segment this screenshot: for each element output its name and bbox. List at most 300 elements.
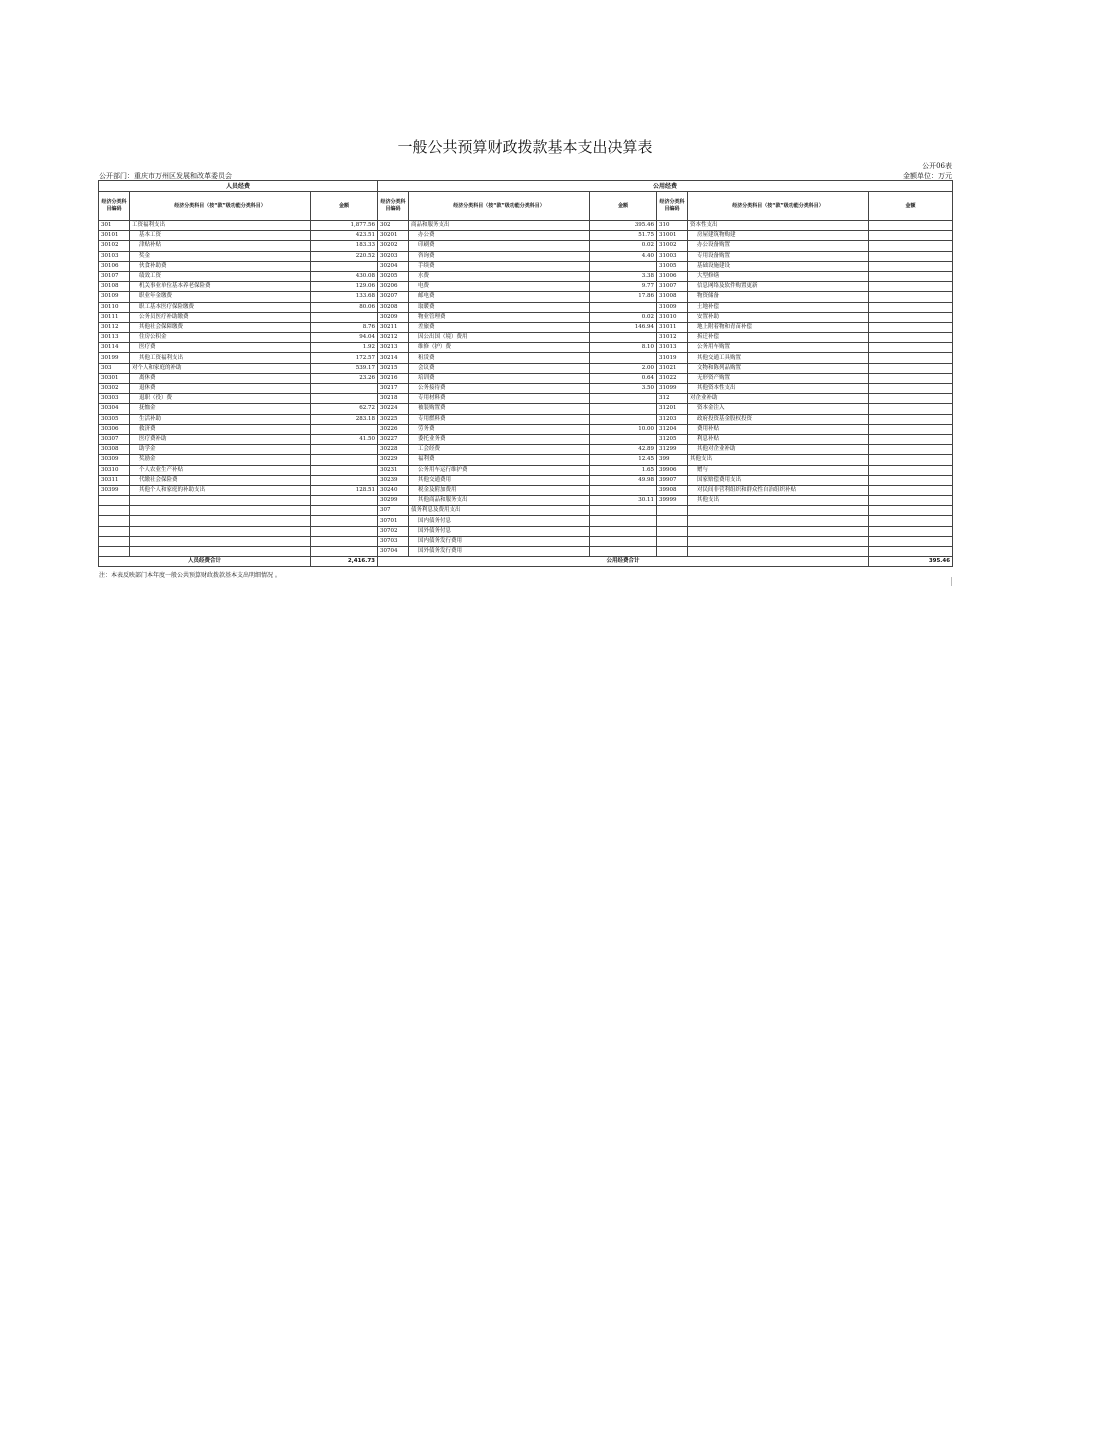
personnel-amount: 128.51 <box>311 485 378 495</box>
goods-code: 30211 <box>378 322 409 332</box>
capital-amount <box>869 363 953 373</box>
goods-code: 30231 <box>378 465 409 475</box>
capital-item: 地上附着物和青苗补偿 <box>688 322 869 332</box>
capital-item: 其他支出 <box>688 496 869 506</box>
capital-code: 31002 <box>657 241 688 251</box>
capital-amount <box>869 455 953 465</box>
capital-code: 31022 <box>657 373 688 383</box>
capital-amount <box>869 312 953 322</box>
personnel-code: 30309 <box>99 455 130 465</box>
goods-code: 30208 <box>378 302 409 312</box>
capital-item: 利息补贴 <box>688 434 869 444</box>
capital-amount <box>869 231 953 241</box>
capital-code: 31007 <box>657 282 688 292</box>
public-total-amount: 395.46 <box>869 557 953 567</box>
goods-amount <box>590 394 657 404</box>
capital-item: 政府投资基金股权投资 <box>688 414 869 424</box>
capital-code: 31204 <box>657 424 688 434</box>
goods-code: 30217 <box>378 384 409 394</box>
capital-code <box>657 547 688 557</box>
personnel-amount: 283.18 <box>311 414 378 424</box>
capital-item: 费用补贴 <box>688 424 869 434</box>
goods-item: 国外债务付息 <box>409 526 590 536</box>
personnel-code <box>99 536 130 546</box>
personnel-item: 医疗费 <box>130 343 311 353</box>
table-row <box>99 282 953 292</box>
personnel-code <box>99 506 130 516</box>
capital-item: 资本性支出 <box>688 221 869 231</box>
table-row <box>99 261 953 271</box>
personnel-amount: 94.04 <box>311 333 378 343</box>
personnel-item: 离休费 <box>130 373 311 383</box>
personnel-amount <box>311 526 378 536</box>
totals-row <box>99 557 953 567</box>
personnel-code <box>99 526 130 536</box>
capital-amount <box>869 434 953 444</box>
personnel-item <box>130 536 311 546</box>
personnel-item <box>130 506 311 516</box>
goods-amount: 12.45 <box>590 455 657 465</box>
personnel-code <box>99 496 130 506</box>
goods-code: 30225 <box>378 414 409 424</box>
capital-item: 对民间非营利组织和群众性自治组织补贴 <box>688 485 869 495</box>
goods-code: 30224 <box>378 404 409 414</box>
goods-amount: 49.98 <box>590 475 657 485</box>
capital-amount <box>869 445 953 455</box>
personnel-code: 30103 <box>99 251 130 261</box>
personnel-code <box>99 547 130 557</box>
goods-amount: 51.75 <box>590 231 657 241</box>
personnel-item: 奖励金 <box>130 455 311 465</box>
personnel-amount: 220.52 <box>311 251 378 261</box>
goods-amount <box>590 516 657 526</box>
personnel-total-amount: 2,416.73 <box>311 557 378 567</box>
personnel-code: 30110 <box>99 302 130 312</box>
goods-code: 30703 <box>378 536 409 546</box>
goods-item: 工会经费 <box>409 445 590 455</box>
capital-amount <box>869 302 953 312</box>
goods-code: 30227 <box>378 434 409 444</box>
table-row <box>99 251 953 261</box>
goods-amount: 395.46 <box>590 221 657 231</box>
capital-amount <box>869 373 953 383</box>
personnel-amount <box>311 506 378 516</box>
capital-item: 土地补偿 <box>688 302 869 312</box>
capital-item: 资本金注入 <box>688 404 869 414</box>
personnel-item: 住房公积金 <box>130 333 311 343</box>
goods-item: 租赁费 <box>409 353 590 363</box>
table-row <box>99 485 953 495</box>
goods-amount <box>590 506 657 516</box>
goods-code: 30229 <box>378 455 409 465</box>
goods-code: 30201 <box>378 231 409 241</box>
goods-amount: 9.77 <box>590 282 657 292</box>
personnel-item: 公务员医疗补助缴费 <box>130 312 311 322</box>
personnel-code: 30112 <box>99 322 130 332</box>
goods-amount: 42.89 <box>590 445 657 455</box>
goods-item: 劳务费 <box>409 424 590 434</box>
group-header-personnel: 人员经费 <box>99 181 378 192</box>
table-row <box>99 271 953 281</box>
table-row <box>99 404 953 414</box>
personnel-code: 30101 <box>99 231 130 241</box>
personnel-code: 30305 <box>99 414 130 424</box>
personnel-amount <box>311 547 378 557</box>
table-row <box>99 373 953 383</box>
personnel-amount <box>311 516 378 526</box>
goods-code: 30203 <box>378 251 409 261</box>
capital-code: 31010 <box>657 312 688 322</box>
personnel-code: 303 <box>99 363 130 373</box>
capital-code: 31003 <box>657 251 688 261</box>
capital-code: 31005 <box>657 261 688 271</box>
goods-item: 水费 <box>409 271 590 281</box>
col-header-name: 经济分类科目（按“款”级功能分类科目） <box>409 192 590 221</box>
capital-item: 国家赔偿费用支出 <box>688 475 869 485</box>
capital-code <box>657 526 688 536</box>
goods-code: 30239 <box>378 475 409 485</box>
goods-item: 邮电费 <box>409 292 590 302</box>
col-header-name: 经济分类科目（按“款”级功能分类科目） <box>130 192 311 221</box>
goods-code: 30299 <box>378 496 409 506</box>
capital-amount <box>869 251 953 261</box>
personnel-code: 30310 <box>99 465 130 475</box>
personnel-item: 抚恤金 <box>130 404 311 414</box>
capital-item: 办公设备购置 <box>688 241 869 251</box>
goods-item: 债务利息及费用支出 <box>409 506 590 516</box>
goods-amount: 10.00 <box>590 424 657 434</box>
col-header-amount: 金额 <box>590 192 657 221</box>
goods-code: 30206 <box>378 282 409 292</box>
goods-code: 30218 <box>378 394 409 404</box>
amount-unit-label: 金额单位：万元 <box>903 172 952 180</box>
capital-amount <box>869 465 953 475</box>
capital-item: 其他交通工具购置 <box>688 353 869 363</box>
personnel-item: 救济费 <box>130 424 311 434</box>
capital-amount <box>869 496 953 506</box>
goods-item: 专用燃料费 <box>409 414 590 424</box>
personnel-amount <box>311 261 378 271</box>
goods-code: 30209 <box>378 312 409 322</box>
personnel-item: 奖金 <box>130 251 311 261</box>
capital-code: 399 <box>657 455 688 465</box>
goods-item: 其他交通费用 <box>409 475 590 485</box>
goods-code: 30228 <box>378 445 409 455</box>
personnel-code: 30113 <box>99 333 130 343</box>
personnel-amount: 129.06 <box>311 282 378 292</box>
table-row <box>99 526 953 536</box>
personnel-amount <box>311 536 378 546</box>
capital-item: 其他对企业补助 <box>688 445 869 455</box>
personnel-amount: 423.51 <box>311 231 378 241</box>
goods-amount: 146.94 <box>590 322 657 332</box>
personnel-code: 30301 <box>99 373 130 383</box>
personnel-code <box>99 516 130 526</box>
capital-amount <box>869 536 953 546</box>
personnel-amount: 1.92 <box>311 343 378 353</box>
personnel-amount: 8.76 <box>311 322 378 332</box>
goods-item: 印刷费 <box>409 241 590 251</box>
personnel-item: 医疗费补助 <box>130 434 311 444</box>
personnel-code: 30199 <box>99 353 130 363</box>
capital-item: 对企业补助 <box>688 394 869 404</box>
personnel-item: 其他社会保障缴费 <box>130 322 311 332</box>
personnel-item: 职工基本医疗保险缴费 <box>130 302 311 312</box>
personnel-item: 工资福利支出 <box>130 221 311 231</box>
page-edge-mark <box>951 577 952 586</box>
capital-code: 31001 <box>657 231 688 241</box>
table-row <box>99 343 953 353</box>
personnel-code: 30304 <box>99 404 130 414</box>
table-row <box>99 221 953 231</box>
goods-item: 委托业务费 <box>409 434 590 444</box>
capital-code: 39907 <box>657 475 688 485</box>
table-row <box>99 322 953 332</box>
capital-item: 无形资产购置 <box>688 373 869 383</box>
goods-amount: 0.02 <box>590 312 657 322</box>
personnel-code: 30114 <box>99 343 130 353</box>
capital-amount <box>869 333 953 343</box>
personnel-item: 其他工资福利支出 <box>130 353 311 363</box>
personnel-item <box>130 496 311 506</box>
goods-code: 30702 <box>378 526 409 536</box>
goods-amount <box>590 536 657 546</box>
goods-code: 30215 <box>378 363 409 373</box>
capital-code: 31006 <box>657 271 688 281</box>
personnel-amount: 539.17 <box>311 363 378 373</box>
table-row <box>99 333 953 343</box>
capital-amount <box>869 424 953 434</box>
capital-item: 大型修缮 <box>688 271 869 281</box>
personnel-amount: 430.08 <box>311 271 378 281</box>
goods-item: 税金及附加费用 <box>409 485 590 495</box>
goods-item: 被装购置费 <box>409 404 590 414</box>
table-row <box>99 363 953 373</box>
personnel-amount <box>311 424 378 434</box>
personnel-code: 30303 <box>99 394 130 404</box>
goods-code: 30204 <box>378 261 409 271</box>
capital-code: 31099 <box>657 384 688 394</box>
capital-code: 31201 <box>657 404 688 414</box>
personnel-amount: 80.06 <box>311 302 378 312</box>
personnel-amount: 62.72 <box>311 404 378 414</box>
goods-item: 公务用车运行维护费 <box>409 465 590 475</box>
personnel-code: 30108 <box>99 282 130 292</box>
goods-item: 国内债务付息 <box>409 516 590 526</box>
capital-amount <box>869 547 953 557</box>
col-header-code: 经济分类科目编码 <box>378 192 409 221</box>
personnel-item: 生活补助 <box>130 414 311 424</box>
goods-item: 维修（护）费 <box>409 343 590 353</box>
department-label: 公开部门：重庆市万州区发展和改革委员会 <box>99 172 232 180</box>
capital-amount <box>869 485 953 495</box>
goods-code: 30226 <box>378 424 409 434</box>
personnel-code: 30111 <box>99 312 130 322</box>
capital-code: 39908 <box>657 485 688 495</box>
personnel-code: 30109 <box>99 292 130 302</box>
footnote: 注：本表反映部门本年度一般公共预算财政拨款基本支出明细情况 。 <box>99 572 281 579</box>
capital-code: 31019 <box>657 353 688 363</box>
personnel-code: 30107 <box>99 271 130 281</box>
capital-code: 31012 <box>657 333 688 343</box>
personnel-item: 其他个人和家庭的补助支出 <box>130 485 311 495</box>
goods-amount <box>590 414 657 424</box>
goods-amount: 0.02 <box>590 241 657 251</box>
goods-amount <box>590 404 657 414</box>
goods-code: 30701 <box>378 516 409 526</box>
goods-item: 因公出国（境）费用 <box>409 333 590 343</box>
personnel-code: 30302 <box>99 384 130 394</box>
goods-code: 30212 <box>378 333 409 343</box>
table-row <box>99 394 953 404</box>
goods-amount: 30.11 <box>590 496 657 506</box>
goods-amount: 3.38 <box>590 271 657 281</box>
goods-item: 国外债务发行费用 <box>409 547 590 557</box>
goods-code: 30213 <box>378 343 409 353</box>
goods-code: 307 <box>378 506 409 516</box>
table-row <box>99 292 953 302</box>
personnel-code: 30311 <box>99 475 130 485</box>
goods-item: 手续费 <box>409 261 590 271</box>
personnel-item: 对个人和家庭的补助 <box>130 363 311 373</box>
capital-item: 房屋建筑物购建 <box>688 231 869 241</box>
personnel-code: 30106 <box>99 261 130 271</box>
capital-amount <box>869 221 953 231</box>
capital-item: 赠与 <box>688 465 869 475</box>
goods-item: 商品和服务支出 <box>409 221 590 231</box>
personnel-code: 30102 <box>99 241 130 251</box>
goods-code: 30207 <box>378 292 409 302</box>
capital-item: 物资储备 <box>688 292 869 302</box>
goods-item: 专用材料费 <box>409 394 590 404</box>
capital-code: 312 <box>657 394 688 404</box>
col-header-code: 经济分类科目编码 <box>657 192 688 221</box>
capital-amount <box>869 353 953 363</box>
personnel-amount <box>311 394 378 404</box>
personnel-amount <box>311 455 378 465</box>
table-row <box>99 475 953 485</box>
capital-item <box>688 526 869 536</box>
col-header-amount: 金额 <box>311 192 378 221</box>
capital-code: 31008 <box>657 292 688 302</box>
capital-amount <box>869 526 953 536</box>
capital-amount <box>869 241 953 251</box>
goods-item: 办公费 <box>409 231 590 241</box>
personnel-item: 退职（役）费 <box>130 394 311 404</box>
capital-amount <box>869 343 953 353</box>
goods-amount: 4.40 <box>590 251 657 261</box>
personnel-amount <box>311 384 378 394</box>
capital-item <box>688 516 869 526</box>
goods-item: 会议费 <box>409 363 590 373</box>
goods-item: 培训费 <box>409 373 590 383</box>
goods-code: 302 <box>378 221 409 231</box>
goods-amount <box>590 261 657 271</box>
goods-item: 国内债务发行费用 <box>409 536 590 546</box>
personnel-amount: 133.68 <box>311 292 378 302</box>
goods-item: 电费 <box>409 282 590 292</box>
goods-amount: 17.86 <box>590 292 657 302</box>
capital-amount <box>869 506 953 516</box>
capital-item: 信息网络及软件购置更新 <box>688 282 869 292</box>
capital-amount <box>869 404 953 414</box>
table-row <box>99 547 953 557</box>
personnel-code: 30399 <box>99 485 130 495</box>
table-row <box>99 414 953 424</box>
goods-item: 咨询费 <box>409 251 590 261</box>
personnel-amount: 23.26 <box>311 373 378 383</box>
col-header-amount: 金额 <box>869 192 953 221</box>
personnel-item: 机关事业单位基本养老保险费 <box>130 282 311 292</box>
table-row <box>99 536 953 546</box>
page-title: 一般公共预算财政拨款基本支出决算表 <box>397 138 653 156</box>
personnel-code: 301 <box>99 221 130 231</box>
goods-item: 差旅费 <box>409 322 590 332</box>
goods-amount: 2.00 <box>590 363 657 373</box>
capital-code: 31203 <box>657 414 688 424</box>
goods-amount <box>590 526 657 536</box>
goods-code: 30205 <box>378 271 409 281</box>
goods-amount: 1.65 <box>590 465 657 475</box>
capital-code: 31011 <box>657 322 688 332</box>
capital-code: 310 <box>657 221 688 231</box>
personnel-amount <box>311 496 378 506</box>
table-row <box>99 496 953 506</box>
personnel-item: 津贴补贴 <box>130 241 311 251</box>
personnel-amount: 172.57 <box>311 353 378 363</box>
personnel-item: 绩效工资 <box>130 271 311 281</box>
personnel-item: 退休费 <box>130 384 311 394</box>
personnel-item: 职业年金缴费 <box>130 292 311 302</box>
capital-item: 其他支出 <box>688 455 869 465</box>
table-row <box>99 231 953 241</box>
personnel-amount: 183.33 <box>311 241 378 251</box>
personnel-item <box>130 516 311 526</box>
capital-code: 31299 <box>657 445 688 455</box>
personnel-amount <box>311 465 378 475</box>
goods-amount <box>590 353 657 363</box>
goods-code: 30240 <box>378 485 409 495</box>
table-row <box>99 302 953 312</box>
capital-item <box>688 536 869 546</box>
capital-code <box>657 506 688 516</box>
capital-item <box>688 506 869 516</box>
capital-item: 拆迁补偿 <box>688 333 869 343</box>
col-header-name: 经济分类科目（按“款”级功能分类科目） <box>688 192 869 221</box>
capital-item: 安置补助 <box>688 312 869 322</box>
capital-amount <box>869 475 953 485</box>
capital-amount <box>869 384 953 394</box>
col-header-code: 经济分类科目编码 <box>99 192 130 221</box>
table-body <box>99 221 953 557</box>
personnel-amount <box>311 445 378 455</box>
capital-item: 基础设施建设 <box>688 261 869 271</box>
personnel-code: 30308 <box>99 445 130 455</box>
capital-amount <box>869 394 953 404</box>
personnel-item: 代缴社会保险费 <box>130 475 311 485</box>
goods-item: 物业管理费 <box>409 312 590 322</box>
goods-amount <box>590 547 657 557</box>
personnel-item <box>130 526 311 536</box>
personnel-item: 基本工资 <box>130 231 311 241</box>
personnel-total-label: 人员经费合计 <box>99 557 311 567</box>
table-row <box>99 434 953 444</box>
table-row <box>99 455 953 465</box>
table-row <box>99 384 953 394</box>
goods-code: 30202 <box>378 241 409 251</box>
capital-code: 31205 <box>657 434 688 444</box>
capital-amount <box>869 414 953 424</box>
